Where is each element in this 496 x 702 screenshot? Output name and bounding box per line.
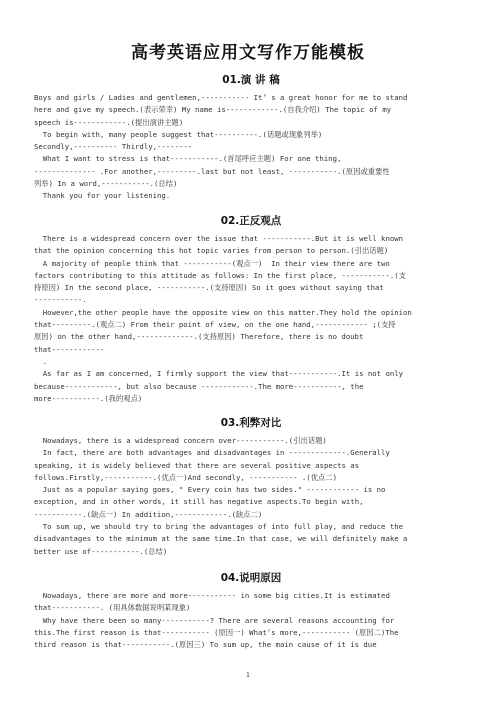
section-heading: 01.演 讲 稿 [222, 74, 280, 86]
text-line: 列举) In a word,-----------.(总结) [34, 179, 178, 189]
text-line: What I want to stress is that-----------.(首尾呼应主题) For one thing, [34, 154, 342, 164]
text-line: Nowadays, there is a widespread concern over-----------.(引出话题) [34, 436, 327, 445]
text-line: In fact, there are both advantages and disadvantages in -------------.Generally [34, 448, 390, 458]
section-explain-reasons [34, 570, 468, 651]
text-line: that the opinion concerning this hot topic varies from person to person.(引出话题) [34, 246, 389, 256]
section-pros-cons-views [34, 213, 468, 405]
text-line: -------------- .For another,---------.last but not least, -----------.(原因或重要性 [34, 166, 390, 176]
text-line: However,the other people have the opposite view on this matter.They hold the opinion [34, 307, 412, 317]
section-heading: 03.利弊对比 [220, 417, 282, 429]
text-line: because------------, but also because ------------.The more-----------, the [34, 381, 364, 391]
text-line: follows.Firstly,-----------.(优点一)And secondly, ----------- .(优点二) [34, 472, 337, 482]
text-line: that---------.(观点二) From their point of view, on the one hand,------------ ;(支持 [34, 320, 396, 330]
section-speech [34, 72, 468, 203]
text-line: here and give my speech.(表示荣幸) My name is------------.(自我介绍) The topic of my [34, 105, 392, 115]
text-line: that-----------. (用具体数据说明某现象) [34, 603, 191, 613]
text-line: . [34, 356, 48, 366]
text-line: 原因) on the other hand,-------------.(支持原因) Therefore, there is no doubt [34, 332, 364, 342]
text-line: that------------ [34, 344, 105, 354]
text-line: To begin with, many people suggest that----------.(话题或现象列举) [34, 129, 323, 139]
text-line: better use of-----------.(总结) [34, 546, 168, 556]
text-line: -----------.(缺点一) In addition,------------.(缺点二) [34, 509, 263, 519]
text-line: -----------. [34, 295, 87, 305]
text-line: Just as a popular saying goes, " Every coin has two sides." ------------ is no [34, 485, 386, 495]
text-line: disadvantages to the minimum at the same time.In that case, we will definitely make a [34, 534, 408, 544]
text-line: Secondly,---------- Thirdly,-------- [34, 142, 193, 152]
text-line: Thank you for your listening. [34, 191, 171, 201]
section-heading: 02.正反观点 [220, 215, 282, 227]
text-line: more-----------.(我的观点) [34, 393, 143, 403]
document-title: 高考英语应用文写作万能模板 [131, 43, 365, 63]
text-line: this.The first reason is that----------- (原因一) What’s more,----------- (原因二)The [34, 627, 399, 637]
section-advantages-disadvantages [34, 415, 468, 558]
text-line: Boys and girls / Ladies and gentlemen,----------- It’ s a great honor for me to stand [34, 93, 408, 102]
text-line: 持原因) In the second place, -----------.(支持原因) So it goes without saying that [34, 283, 384, 293]
section-heading: 04.说明原因 [220, 572, 282, 584]
text-line: As far as I am concerned, I firmly support the view that-----------.It is not only [34, 369, 404, 379]
text-line: exception, and in other words, it still has negative aspects.To begin with, [34, 497, 364, 507]
text-line: speaking, it is widely believed that there are several positive aspects as [34, 460, 360, 470]
text-line: To sum up, we should try to bring the advantages of into full play, and reduce the [34, 522, 404, 532]
text-line: Why have there been so many-----------? There are several reasons accounting for [34, 615, 395, 625]
text-line: speech is------------.(提出演讲主题) [34, 117, 184, 127]
text-line: factors contributing to this attitude as follows: In the first place, -----------.(支 [34, 270, 406, 280]
text-line: A majority of people think that -----------(观点一) In their view there are two [34, 258, 390, 268]
text-line: There is a widespread concern over the issue that -----------.But it is well known [34, 234, 404, 243]
text-line: third reason is that-----------.(原因三) To sum up, the main cause of it is due [34, 640, 377, 650]
text-line: Nowadays, there are more and more----------- in some big cities.It is estimated [34, 591, 390, 600]
page-number: 1 [246, 672, 250, 679]
